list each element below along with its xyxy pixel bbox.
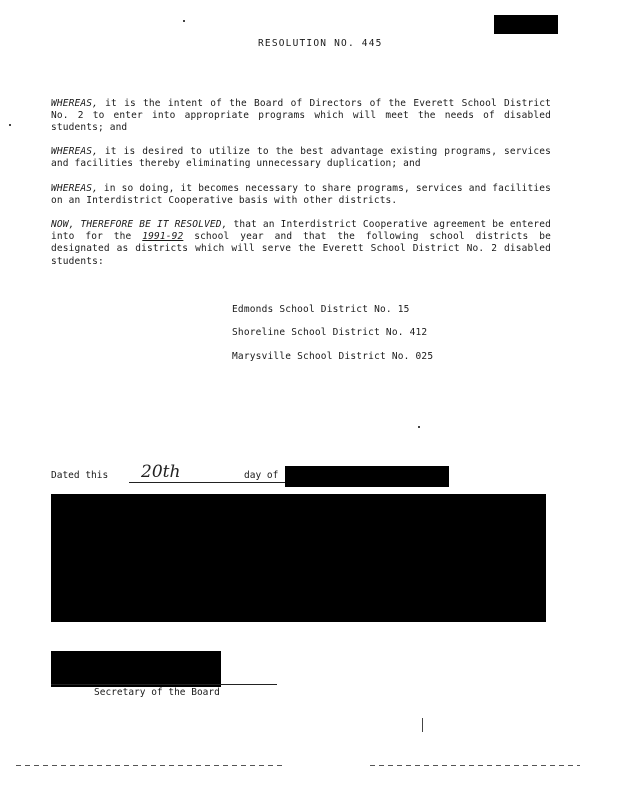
resolution-title: RESOLUTION NO. 445 [258,38,383,49]
district-item-marysville: Marysville School District No. 025 [232,351,434,362]
district-item-edmonds: Edmonds School District No. 15 [232,304,410,315]
dated-label: Dated this [51,470,109,481]
paragraph-lead: WHEREAS, [51,146,98,157]
footer-scan-noise [370,765,580,766]
signature-line [51,684,277,685]
day-of-label: day of [244,470,279,481]
paragraph-lead: WHEREAS, [51,183,98,194]
school-year: 1991-92 [142,231,184,243]
resolved-paragraph [51,219,551,268]
whereas-paragraph-1 [51,98,551,135]
handwritten-day: 20th [141,462,181,482]
secretary-label: Secretary of the Board [94,687,220,698]
scan-speck [9,124,11,126]
whereas-paragraph-2 [51,146,551,170]
paragraph-lead: NOW, THEREFORE BE IT RESOLVED, [51,219,228,230]
paragraph-lead: WHEREAS, [51,98,98,109]
whereas-paragraph-3 [51,183,551,207]
scan-speck [422,718,423,732]
redaction-top-right [494,15,558,34]
redaction-secretary-signature [51,651,221,687]
paragraph-text-post: school year and that the following school districts be designated as districts which will serve the Everett School District No. 2 disabled students: [51,231,551,267]
paragraph-text: in so doing, it becomes necessary to share programs, services and facilities on an Interdistrict Cooperative basis with other districts. [51,183,551,207]
scan-speck [183,20,185,22]
redaction-signature-block [51,494,546,622]
redaction-date [285,466,449,487]
paragraph-text: it is the intent of the Board of Directors of the Everett School District No. 2 to enter into appropriate programs which will meet the needs of disabled students; and [51,98,551,134]
district-item-shoreline: Shoreline School District No. 412 [232,327,428,338]
footer-scan-noise [16,765,286,766]
scan-speck [418,426,420,428]
paragraph-text: it is desired to utilize to the best advantage existing programs, services and facilities thereby eliminating unnecessary duplication; and [51,146,551,170]
date-underline [129,482,289,483]
paragraph-text-pre: that an Interdistrict Cooperative agreement be entered into for the [51,219,551,243]
